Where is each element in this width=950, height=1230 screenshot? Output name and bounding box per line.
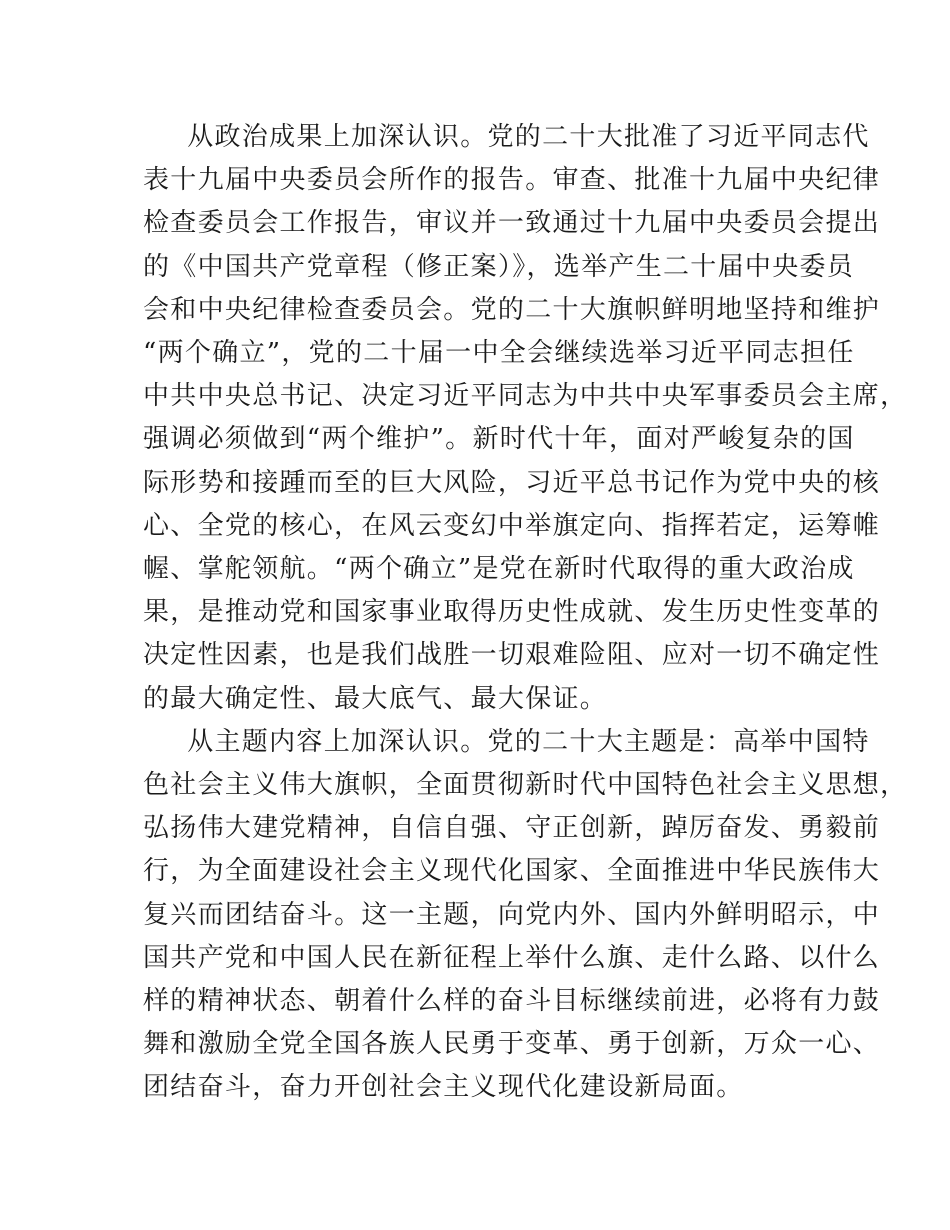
text-line: 强调必须做到“两个维护”。新时代十年，面对严峻复杂的国 (143, 424, 855, 455)
text-line: 团结奋斗，奋力开创社会主义现代化建设新局面。 (143, 1072, 744, 1103)
text-line: 色社会主义伟大旗帜，全面贯彻新时代中国特色社会主义思想， (143, 770, 908, 801)
text-line: 心、全党的核心，在风云变幻中举旗定向、指挥若定，运筹帷 (143, 510, 881, 541)
text-line: 样的精神状态、朝着什么样的奋斗目标继续前进，必将有力鼓 (143, 986, 881, 1017)
text-line: 从政治成果上加深认识。党的二十大批准了习近平同志代 (187, 122, 870, 152)
text-line: 舞和激励全党全国各族人民勇于变革、勇于创新，万众一心、 (143, 1029, 881, 1060)
text-line: 际形势和接踵而至的巨大风险，习近平总书记作为党中央的核 (143, 467, 881, 498)
document-body (143, 116, 908, 1110)
text-line: 决定性因素，也是我们战胜一切艰难险阻、应对一切不确定性 (143, 640, 881, 671)
text-line: 检查委员会工作报告，审议并一致通过十九届中央委员会提出 (143, 208, 881, 239)
text-line: 的最大确定性、最大底气、最大保证。 (143, 683, 608, 714)
text-line: 表十九届中央委员会所作的报告。审查、批准十九届中央纪律 (143, 165, 881, 196)
text-line: 幄、掌舵领航。“两个确立”是党在新时代取得的重大政治成 (143, 554, 855, 585)
text-line: 果，是推动党和国家事业取得历史性成就、发生历史性变革的 (143, 597, 881, 628)
paragraph-theme-content (143, 721, 908, 1110)
text-line: 会和中央纪律检查委员会。党的二十大旗帜鲜明地坚持和维护 (143, 294, 881, 325)
text-line: 行，为全面建设社会主义现代化国家、全面推进中华民族伟大 (143, 856, 881, 887)
text-line: 国共产党和中国人民在新征程上举什么旗、走什么路、以什么 (143, 942, 881, 973)
text-line: “两个确立”，党的二十届一中全会继续选举习近平同志担任 (143, 338, 855, 369)
text-line: 的《中国共产党章程（修正案）》，选举产生二十届中央委员 (143, 251, 855, 282)
text-line: 复兴而团结奋斗。这一主题，向党内外、国内外鲜明昭示，中 (143, 899, 881, 930)
text-line: 从主题内容上加深认识。党的二十大主题是：高举中国特 (187, 726, 870, 757)
text-line: 弘扬伟大建党精神，自信自强、守正创新，踔厉奋发、勇毅前 (143, 813, 881, 844)
paragraph-political-achievements (143, 116, 908, 721)
text-line: 中共中央总书记、决定习近平同志为中共中央军事委员会主席， (143, 381, 908, 412)
